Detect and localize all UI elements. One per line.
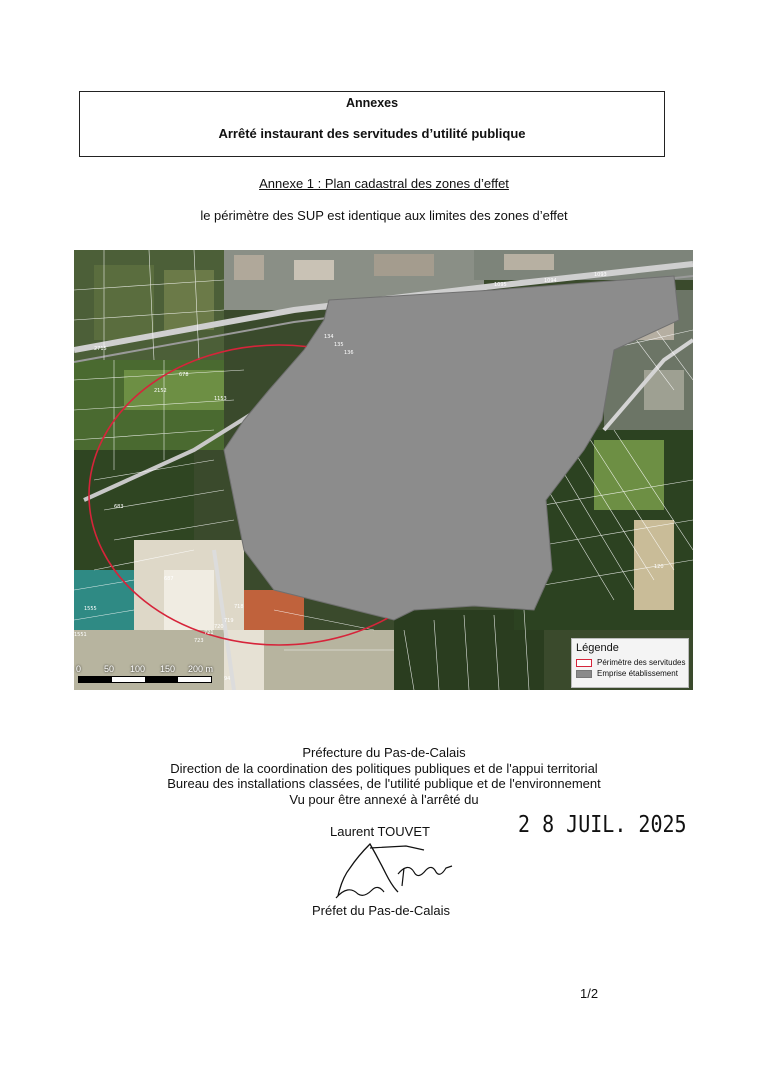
parcel-label: 1094: [544, 278, 557, 284]
legend-swatch-perimeter: [576, 659, 592, 667]
signatory-title: Préfet du Pas-de-Calais: [312, 903, 451, 918]
parcel-label: 2152: [154, 388, 167, 394]
parcel-label: 1093: [594, 272, 607, 278]
footer-line: Direction de la coordination des politiques publiques et de l'appui territorial: [170, 760, 598, 776]
scale-label: 50: [104, 664, 115, 674]
annex-title: Annexe 1 : Plan cadastral des zones d’effet: [259, 176, 509, 191]
footer-block: [0, 745, 768, 807]
page-number: 1/2: [580, 986, 599, 1001]
parcel-label: 135: [334, 342, 344, 348]
legend-label: Emprise établissement: [597, 669, 678, 678]
parcel-label: 120: [654, 564, 664, 570]
parcel-label: 719: [224, 618, 234, 624]
parcel-label: 687: [164, 576, 174, 582]
parcel-label: 720: [214, 624, 224, 630]
footer-line: Bureau des installations classées, de l'utilité publique et de l'environnement: [167, 776, 601, 791]
scale-label: 200 m: [188, 664, 214, 674]
header-box: [79, 91, 665, 157]
legend-item: [576, 658, 684, 667]
legend-swatch-emprise: [576, 670, 592, 678]
signature-image: [328, 838, 458, 904]
date-stamp: 2 8 JUIL. 2025: [518, 810, 687, 838]
parcel-label: 136: [344, 350, 354, 356]
annex-subtitle: le périmètre des SUP est identique aux limites des zones d’effet: [200, 208, 568, 223]
header-title: Annexes: [345, 96, 399, 110]
map-canvas: [74, 250, 693, 690]
parcel-label: 1551: [74, 632, 87, 638]
header-subtitle: Arrêté instaurant des servitudes d’utilité publique: [218, 126, 526, 141]
parcel-label: 2715: [94, 346, 107, 352]
legend-item: [576, 669, 684, 678]
scale-label: 150: [160, 664, 176, 674]
parcel-label: 678: [179, 372, 189, 378]
parcel-label: 718: [234, 604, 244, 610]
parcel-label: 1095: [494, 282, 507, 288]
parcel-label: 1555: [84, 606, 97, 612]
map-legend: [571, 638, 689, 688]
scale-bar: [76, 664, 216, 686]
footer-line: Vu pour être annexé à l'arrêté du: [289, 791, 479, 807]
legend-label: Périmètre des servitudes: [597, 658, 686, 667]
cadastral-map: [74, 250, 693, 690]
parcel-label: 723: [194, 638, 204, 644]
scale-label: 0: [76, 664, 82, 674]
parcel-label: 1153: [214, 396, 227, 402]
scale-bar-graphic: [78, 676, 212, 683]
scale-label: 100: [130, 664, 146, 674]
footer-line: Préfecture du Pas-de-Calais: [302, 745, 466, 760]
parcel-label: 721: [204, 630, 214, 636]
legend-title: Légende: [576, 642, 619, 654]
signatory-name: Laurent TOUVET: [330, 824, 430, 839]
parcel-label: 134: [324, 334, 334, 340]
parcel-label: 94: [224, 676, 231, 682]
parcel-label: 683: [114, 504, 124, 510]
